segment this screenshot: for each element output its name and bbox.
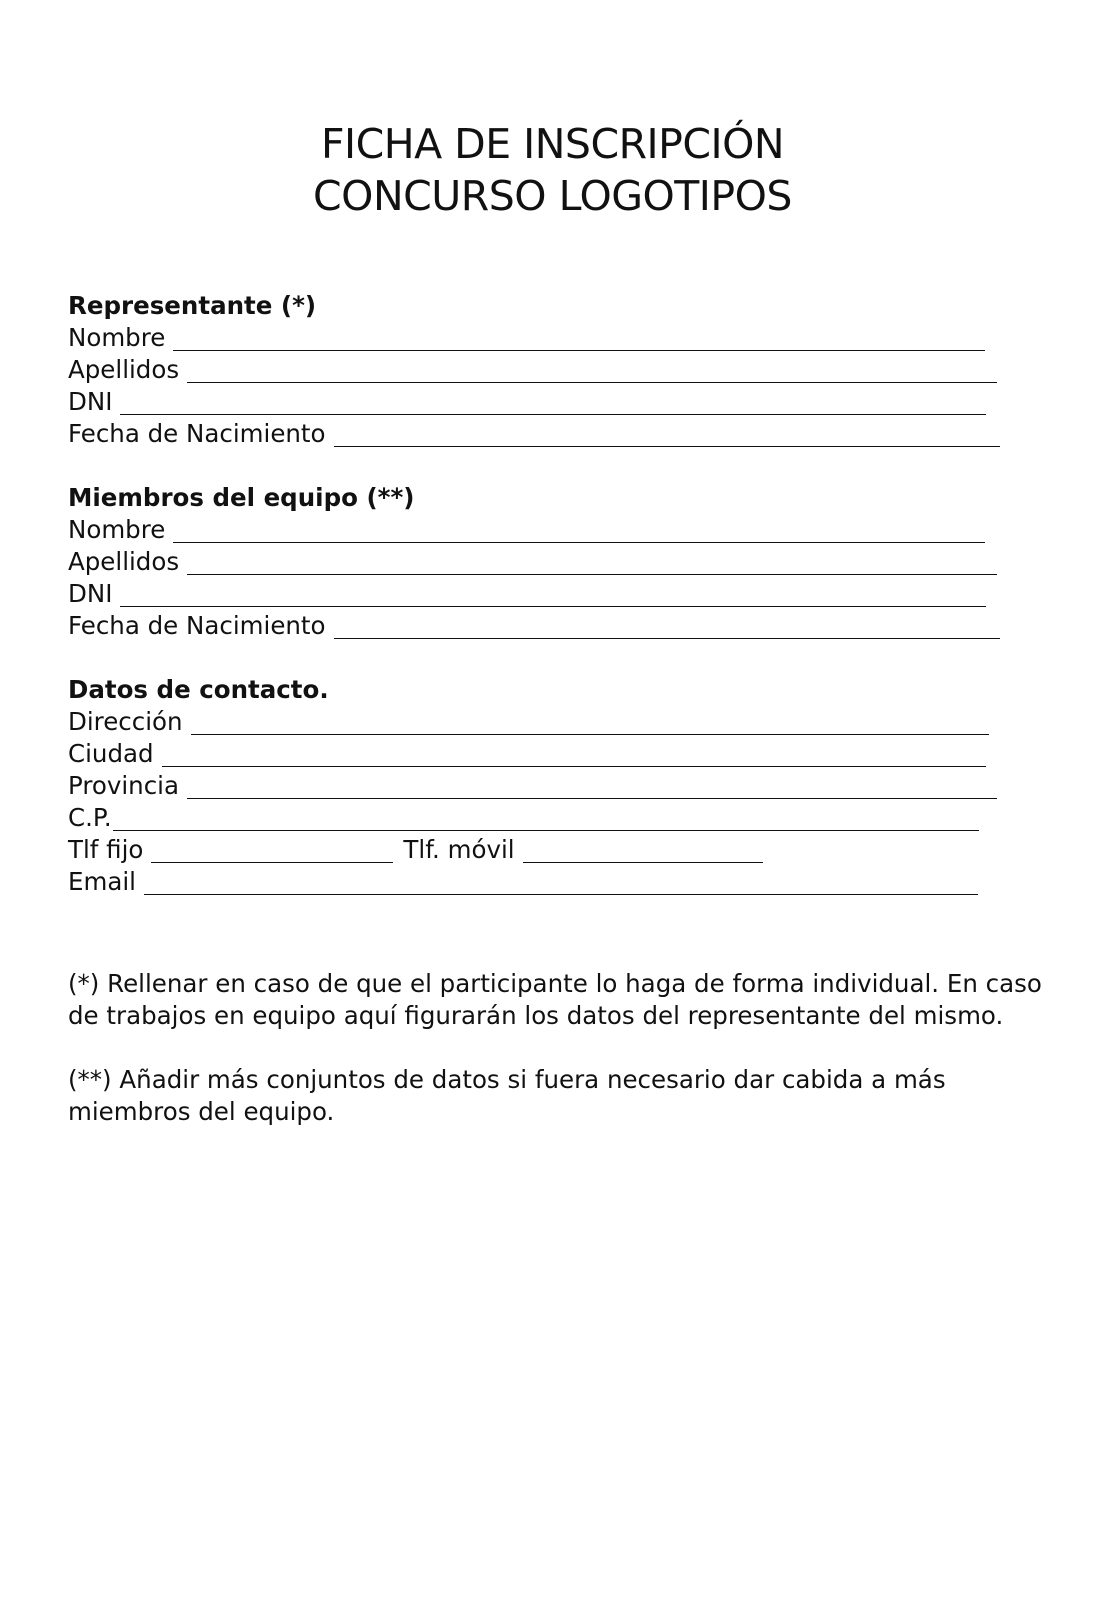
- fill-in-line[interactable]: [191, 734, 989, 735]
- field-label: Apellidos: [68, 355, 180, 384]
- field-miembros-apellidos: [68, 546, 1028, 578]
- field-label: C.P.: [68, 803, 112, 832]
- field-email: [68, 866, 1028, 898]
- field-label: Email: [68, 867, 136, 896]
- fill-in-line[interactable]: [187, 798, 997, 799]
- field-label: Tlf fijo: [68, 835, 144, 864]
- field-representante-nombre: [68, 322, 1028, 354]
- field-miembros-dni: [68, 578, 1028, 610]
- fill-in-line[interactable]: [120, 414, 986, 415]
- title-line-2: CONCURSO LOGOTIPOS: [313, 172, 792, 220]
- field-label: Nombre: [68, 515, 166, 544]
- field-label: Dirección: [68, 707, 183, 736]
- field-label: Fecha de Nacimiento: [68, 611, 326, 640]
- field-cp: [68, 802, 1028, 834]
- field-label: DNI: [68, 387, 113, 416]
- field-label: Ciudad: [68, 739, 154, 768]
- field-direccion: [68, 706, 1028, 738]
- fill-in-line[interactable]: [113, 830, 979, 831]
- registration-form: [68, 290, 1028, 898]
- fill-in-line[interactable]: [173, 350, 985, 351]
- fill-in-line[interactable]: [120, 606, 986, 607]
- field-label: Provincia: [68, 771, 179, 800]
- field-label: Fecha de Nacimiento: [68, 419, 326, 448]
- fill-in-line[interactable]: [187, 382, 997, 383]
- footnotes: [68, 968, 1048, 1160]
- title-line-1: FICHA DE INSCRIPCIÓN: [320, 120, 785, 168]
- footnote-miembros: (**) Añadir más conjuntos de datos si fuera necesario dar cabida a más miembros del equipo.: [68, 1065, 946, 1126]
- field-representante-apellidos: [68, 354, 1028, 386]
- field-label: Nombre: [68, 323, 166, 352]
- document-title: [0, 118, 1105, 222]
- fill-in-line[interactable]: [334, 638, 1000, 639]
- field-representante-dni: [68, 386, 1028, 418]
- section-spacer: [68, 642, 1028, 674]
- fill-in-line[interactable]: [144, 894, 978, 895]
- field-label: Apellidos: [68, 547, 180, 576]
- footnote-representante: (*) Rellenar en caso de que el participante lo haga de forma individual. En caso de trabajos en equipo aquí figurarán los datos del representante del mismo.: [68, 969, 1042, 1030]
- fill-in-line[interactable]: [162, 766, 986, 767]
- field-miembros-fecha: [68, 610, 1028, 642]
- section-heading-representante: Representante (*): [68, 291, 317, 320]
- section-heading-contacto: Datos de contacto.: [68, 675, 329, 704]
- section-heading-miembros: Miembros del equipo (**): [68, 483, 415, 512]
- fill-in-line[interactable]: [173, 542, 985, 543]
- field-representante-fecha: [68, 418, 1028, 450]
- fill-in-line[interactable]: [151, 862, 393, 863]
- field-label: DNI: [68, 579, 113, 608]
- field-label: Tlf. móvil: [403, 835, 515, 864]
- field-provincia: [68, 770, 1028, 802]
- field-miembros-nombre: [68, 514, 1028, 546]
- fill-in-line[interactable]: [187, 574, 997, 575]
- field-telefonos: [68, 834, 1028, 866]
- section-spacer: [68, 450, 1028, 482]
- fill-in-line[interactable]: [523, 862, 763, 863]
- field-ciudad: [68, 738, 1028, 770]
- fill-in-line[interactable]: [334, 446, 1000, 447]
